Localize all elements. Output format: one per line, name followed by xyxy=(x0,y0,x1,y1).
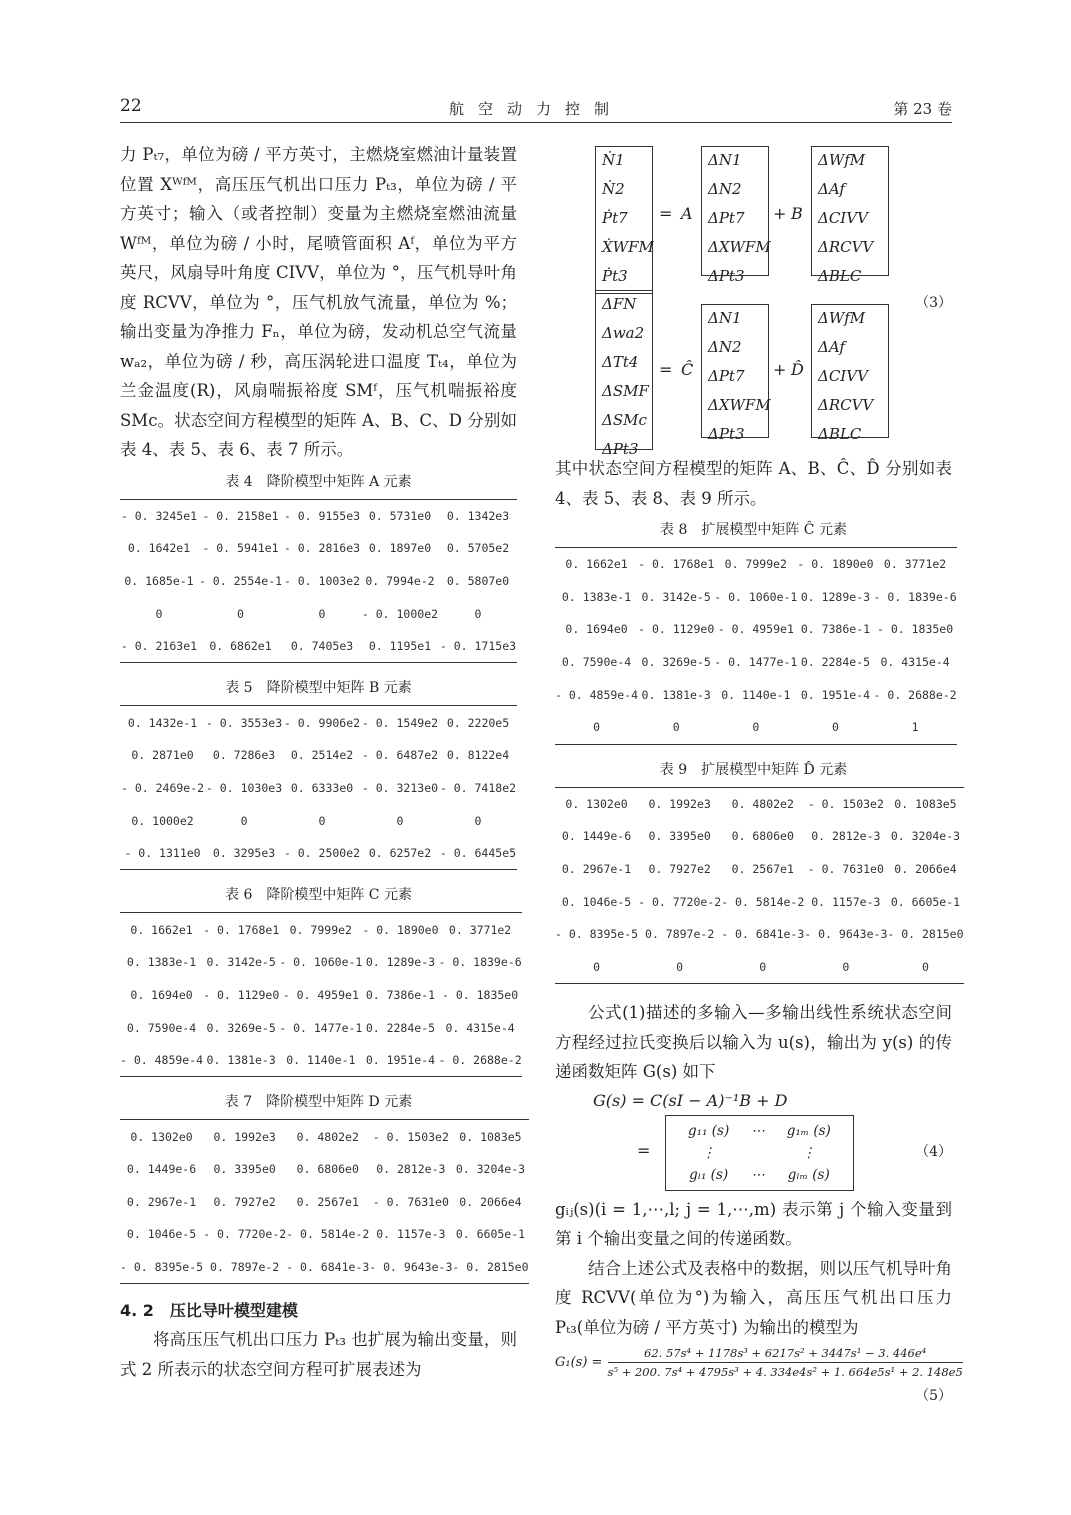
table-cell: 0. 7994e-2 xyxy=(365,573,435,588)
table-cell: 0. 1694e0 xyxy=(130,987,193,1002)
table-cell: 0. 1046e-5 xyxy=(126,1227,197,1242)
vector-entry: ΔPt3 xyxy=(602,440,639,458)
table-cell: 0. 7927e2 xyxy=(648,862,711,877)
table-cell: 0. 2567e1 xyxy=(731,862,794,877)
table-cell: - 0. 1129e0 xyxy=(638,622,715,637)
table8-caption: 表 8 扩展模型中矩阵 Ĉ 元素 xyxy=(660,522,847,538)
table-row xyxy=(120,499,517,532)
table-cell: 0. 3142e-5 xyxy=(641,589,711,604)
table9-caption: 表 9 扩展模型中矩阵 D̂ 元素 xyxy=(659,761,848,778)
transfer-denominator: s⁵ + 200. 7s⁴ + 4795s³ + 4. 334e4s² + 1. 664e5s¹ + 2. 148e5 xyxy=(607,1365,963,1380)
table-cell: ⋯ xyxy=(751,1166,765,1183)
table-cell: 0 xyxy=(842,959,850,974)
table-cell: - 0. 2158e1 xyxy=(202,508,279,523)
table-row xyxy=(120,772,517,805)
vector-entry: ΔCIVV xyxy=(818,367,868,385)
table-cell: 0. 2284e-5 xyxy=(365,1020,436,1035)
table-cell: 0 xyxy=(676,959,684,974)
table-cell xyxy=(741,1143,775,1163)
table-row xyxy=(120,706,517,739)
table-cell: - 0. 2163e1 xyxy=(120,639,198,654)
table5-caption: 表 5 降阶模型中矩阵 B 元素 xyxy=(225,680,412,697)
table-row xyxy=(120,1251,529,1284)
vector-entry: ΔBLC xyxy=(818,425,862,443)
table9-matrix-dhat xyxy=(555,787,964,985)
table-cell: 0. 1662e1 xyxy=(130,922,193,937)
table-cell: - 0. 9643e-3 xyxy=(369,1260,453,1275)
table-cell: 0. 1140e-1 xyxy=(721,687,791,702)
table-cell: ⋮ xyxy=(802,1144,816,1161)
table-cell: - 0. 2688e-2 xyxy=(873,687,957,702)
table-row xyxy=(120,1011,522,1044)
table-cell: - 0. 7631e0 xyxy=(807,862,884,877)
table-cell: - 0. 1060e-1 xyxy=(279,955,363,970)
table-cell: - 0. 5814e-2 xyxy=(721,894,805,909)
vector-entry: ΔSMc xyxy=(602,411,647,429)
table-cell: 0. 2284e-5 xyxy=(800,655,871,670)
table-cell: 0. 6605e-1 xyxy=(455,1227,526,1242)
vector-entry: ΔWfM xyxy=(818,309,866,327)
table-cell: 0. 1992e3 xyxy=(213,1129,276,1144)
table-cell: - 0. 1890e0 xyxy=(362,922,439,937)
table-cell: 0. 1432e-1 xyxy=(127,715,198,730)
table5-matrix-b xyxy=(120,705,517,870)
table-cell: - 0. 4859e-4 xyxy=(120,1053,204,1068)
table-cell: - 0. 1030e3 xyxy=(205,780,283,795)
table-cell: g₁₁ (s) xyxy=(688,1122,730,1139)
paragraph-matrices: 其中状态空间方程模型的矩阵 A、B、Ĉ、D̂ 分别如表 4、表 5、表 8、表 9 所示。 xyxy=(555,459,952,508)
table-cell: 0. 2066e4 xyxy=(894,862,957,877)
vector-entry: ΔAf xyxy=(818,338,845,356)
table-cell: - 0. 4959e1 xyxy=(717,622,794,637)
table-cell: gₗ₁ (s) xyxy=(689,1166,729,1183)
table-row xyxy=(555,787,964,820)
table-cell: 0. 6605e-1 xyxy=(890,894,961,909)
table-row xyxy=(120,1218,529,1251)
table-cell: - 0. 2688e-2 xyxy=(438,1053,522,1068)
table-cell: 0. 3771e2 xyxy=(448,922,512,937)
table-cell: 0. 1992e3 xyxy=(648,796,711,811)
table-cell: 0. 6806e0 xyxy=(296,1162,359,1177)
table-cell: 0. 1157e-3 xyxy=(811,894,881,909)
table-row xyxy=(120,979,522,1012)
table-cell: - 0. 1003e2 xyxy=(283,573,361,588)
table-cell: 0. 1046e-5 xyxy=(561,894,632,909)
table6-matrix-c xyxy=(120,912,522,1077)
table-row xyxy=(120,804,517,837)
table-cell: - 0. 1839e-6 xyxy=(438,955,522,970)
table-cell: 0. 1140e-1 xyxy=(286,1053,356,1068)
table-cell: 0. 7405e3 xyxy=(290,639,354,654)
table-cell: 0. 3295e3 xyxy=(212,846,276,861)
vector-entry: ΔXWFM xyxy=(708,238,771,256)
table-row xyxy=(555,548,957,581)
table-cell: 0. 2514e2 xyxy=(290,748,354,763)
table-row xyxy=(555,678,957,711)
table-cell: 0. 1289e-3 xyxy=(800,589,871,604)
table-cell: - 0. 1839e-6 xyxy=(873,589,957,604)
table-cell: - 0. 2554e-1 xyxy=(198,573,283,588)
page-header xyxy=(120,96,952,123)
table7-caption: 表 7 降阶模型中矩阵 D 元素 xyxy=(224,1094,413,1111)
table-cell: 0. 4802e2 xyxy=(296,1129,359,1144)
vector-entry: Ṅ1 xyxy=(602,151,625,169)
table-cell: 0. 1951e-4 xyxy=(800,687,871,702)
table-cell: - 0. 7720e-2 xyxy=(638,894,722,909)
input-vector xyxy=(811,146,889,285)
table-cell: 0 xyxy=(672,720,680,735)
table-cell: 0. 2812e-3 xyxy=(811,829,881,844)
table-cell: 0. 1642e1 xyxy=(127,541,191,556)
table-cell: 0. 4802e2 xyxy=(731,796,794,811)
table-row xyxy=(120,1120,529,1153)
vector-entry: ẊWFM xyxy=(602,238,654,256)
table-cell: - 0. 3213e0 xyxy=(361,780,439,795)
table-cell: 0 xyxy=(318,813,326,828)
table-cell: 0. 5807e0 xyxy=(446,573,510,588)
table-cell: - 0. 1311e0 xyxy=(124,846,201,861)
vector-entry: ΔBLC xyxy=(818,267,862,285)
vector-entry: ΔPt3 xyxy=(708,425,745,443)
table-cell: - 0. 1477e-1 xyxy=(714,655,798,670)
table-row xyxy=(120,532,517,565)
table-cell: 0. 2066e4 xyxy=(459,1194,522,1209)
volume-label: 第 23 卷 xyxy=(893,100,952,118)
transfer-numerator: 62. 57s⁴ + 1178s³ + 6217s² + 3447s¹ − 3. 446e⁴ xyxy=(608,1346,963,1363)
table-cell: 0. 1083e5 xyxy=(459,1129,522,1144)
table-cell: 1 xyxy=(911,720,919,735)
table-cell: - 0. 4959e1 xyxy=(282,987,359,1002)
table-cell: 0. 3269e-5 xyxy=(641,655,711,670)
vector-entry: ΔSMF xyxy=(602,382,649,400)
table-cell: 0. 2871e0 xyxy=(131,748,194,763)
state-vector-2 xyxy=(701,304,771,443)
table-cell: 0. 6862e1 xyxy=(209,639,272,654)
table-row xyxy=(678,1165,841,1185)
equation-5: G₁(s) = $\frac{\text{62. 57s⁴ + 1178s³ + 6217s² + 3447s¹ − 3. 446e⁴}}{\text{s⁵ + 200. 7s⁴ + 4795s³ + 4. 334e4s² + 1. 664e5s¹ + 2. 148e5}}$ xyxy=(555,1346,963,1380)
table-row xyxy=(555,853,964,886)
table-row xyxy=(555,646,957,679)
table-row xyxy=(120,913,522,946)
table-row xyxy=(555,885,964,918)
table-cell: - 0. 9155e3 xyxy=(283,508,361,523)
vector-entry: Ṅ2 xyxy=(602,180,625,198)
table-cell: - 0. 7631e0 xyxy=(372,1194,449,1209)
table-cell: 0. 1289e-3 xyxy=(365,955,436,970)
table-cell: 0. 2567e1 xyxy=(296,1194,359,1209)
table-cell: - 0. 8395e-5 xyxy=(555,927,639,942)
table-row xyxy=(120,565,517,598)
page-number: 22 xyxy=(120,96,142,116)
vector-entry: ΔRCVV xyxy=(818,238,874,256)
table-cell: 0. 1302e0 xyxy=(130,1129,193,1144)
table-cell: 0. 2967e-1 xyxy=(126,1194,197,1209)
table-cell: 0. 3142e-5 xyxy=(206,955,276,970)
table-row xyxy=(120,1044,522,1077)
table-cell: 0. 1342e3 xyxy=(446,508,510,523)
table-cell: - 0. 2816e3 xyxy=(283,541,361,556)
table-cell: - 0. 1129e0 xyxy=(203,987,280,1002)
table-cell: - 0. 2500e2 xyxy=(283,846,361,861)
paragraph-transfer: 公式(1)描述的多输入—多输出线性系统状态空间方程经过拉氏变换后以输入为 u(s)，输出为 y(s) 的传递函数矩阵 G(s) 如下 xyxy=(555,1003,952,1082)
table-cell: 0. 2220e5 xyxy=(446,715,510,730)
table-cell: 0. 1195e1 xyxy=(368,639,432,654)
paragraph-model: 结合上述公式及表格中的数据，则以压气机导叶角度 RCVV(单位为°)为输入，高压压气机出口压力 Pₜ₃(单位为磅 / 平方英寸) 为输出的模型为 xyxy=(555,1258,952,1337)
table-cell: 0 xyxy=(759,959,767,974)
table-cell: 0 xyxy=(474,813,482,828)
vector-entry: ΔPt7 xyxy=(708,367,745,385)
input-vector-2 xyxy=(811,304,889,443)
vector-entry: ΔPt7 xyxy=(708,209,745,227)
table4-matrix-a xyxy=(120,499,517,664)
paragraph-variables: 力 Pₜ₇，单位为磅 / 平方英寸，主燃烧室燃油计量装置位置 Xᵂᶠᴹ，高压压气机出口压力 Pₜ₃，单位为磅 / 平方英寸；输入（或者控制）变量为主燃烧室燃油流量 Wᶠᴹ，单位为磅 / 小时，尾喷管面积 Aᶠ，单位为平方英尺，风扇导叶角度 CIVV，单位为 °，压气机导叶角度 RCVV，单位为 °，压气机放气流量，单位为 %；输出变量为净推力 Fₙ，单位为磅，发动机总空气流量 wₐ₂，单位为磅 / 秒，高压涡轮进口温度 Tₜ₄，单位为兰金温度(R)，风扇喘振裕度 SMᶠ，压气机喘振裕度 SMc。状态空间方程模型的矩阵 A、B、C、D 分别如表 4、表 5、表 6、表 7 所示。 xyxy=(120,145,517,459)
table-row xyxy=(120,739,517,772)
table-cell: 0. 4315e-4 xyxy=(445,1020,515,1035)
table-cell: - 0. 1890e0 xyxy=(797,557,874,572)
table-cell: - 0. 1503e2 xyxy=(372,1129,449,1144)
table-cell: ⋮ xyxy=(701,1144,716,1161)
table-cell: - 0. 9643e-3 xyxy=(804,927,888,942)
table-row xyxy=(678,1143,841,1163)
table-cell: - 0. 1060e-1 xyxy=(714,589,798,604)
table-row xyxy=(120,1153,529,1186)
table-cell: 0. 1685e-1 xyxy=(124,573,194,588)
table-cell: 0. 6806e0 xyxy=(731,829,794,844)
table-cell: - 0. 3553e3 xyxy=(205,715,283,730)
table-cell: 0. 3771e2 xyxy=(883,557,947,572)
vector-entry: ΔFN xyxy=(602,295,637,313)
paragraph-gij: gᵢⱼ(s)(i = 1,⋯,l; j = 1,⋯,m) 表示第 j 个输入变量到第 i 个输出变量之间的传递函数。 xyxy=(555,1199,952,1249)
table-row xyxy=(555,918,964,951)
table-cell: 0. 2967e-1 xyxy=(561,862,632,877)
output-vector xyxy=(595,290,653,458)
table-cell: - 0. 1715e3 xyxy=(439,639,517,654)
table-cell: 0 xyxy=(752,720,760,735)
vector-entry: ΔXWFM xyxy=(708,396,771,414)
table-row xyxy=(555,951,964,984)
vector-entry: ΔRCVV xyxy=(818,396,874,414)
vector-entry: Ṗt3 xyxy=(602,267,628,285)
table-cell: - 0. 7418e2 xyxy=(439,780,517,795)
table-cell: 0. 3269e-5 xyxy=(206,1020,276,1035)
table-cell: - 0. 6487e2 xyxy=(361,748,439,763)
table-row xyxy=(555,581,957,614)
table-cell: 0. 4315e-4 xyxy=(880,655,950,670)
table-cell: 0 xyxy=(474,606,482,621)
table-cell: 0. 7897e-2 xyxy=(210,1260,280,1275)
table-cell: 0. 5705e2 xyxy=(446,541,510,556)
table-row xyxy=(120,630,517,663)
state-vector xyxy=(701,146,771,285)
table-cell: 0. 1897e0 xyxy=(368,541,432,556)
equation-5-number: （5） xyxy=(915,1388,952,1405)
table4-caption: 表 4 降阶模型中矩阵 A 元素 xyxy=(225,473,412,490)
table-cell: - 0. 2815e0 xyxy=(452,1260,529,1275)
table-row xyxy=(120,837,517,870)
table-cell: 0 xyxy=(593,720,601,735)
table-cell: - 0. 1835e0 xyxy=(441,987,519,1002)
table-cell: 0. 1083e5 xyxy=(894,796,957,811)
table-cell: - 0. 1835e0 xyxy=(876,622,954,637)
table-cell: 0 xyxy=(240,813,248,828)
table-cell: 0. 1000e2 xyxy=(131,813,194,828)
table-cell: 0. 3395e0 xyxy=(648,829,711,844)
table-cell: 0 xyxy=(921,959,929,974)
table-cell: 0. 1662e1 xyxy=(565,557,628,572)
table-cell: - 0. 7720e-2 xyxy=(203,1227,287,1242)
table-cell: - 0. 1477e-1 xyxy=(279,1020,363,1035)
table-cell: 0. 8122e4 xyxy=(446,748,510,763)
table-cell: - 0. 5814e-2 xyxy=(286,1227,370,1242)
table-cell: 0. 2812e-3 xyxy=(376,1162,446,1177)
table-cell: 0. 1157e-3 xyxy=(376,1227,446,1242)
table-cell: 0. 7286e3 xyxy=(212,748,276,763)
table-cell: - 0. 5941e1 xyxy=(202,541,279,556)
table-cell: - 0. 1000e2 xyxy=(361,606,439,621)
journal-title: 航空动力控制 xyxy=(448,100,623,118)
vector-entry: ΔN1 xyxy=(708,151,742,169)
vector-entry: ΔWfM xyxy=(818,151,866,169)
vector-entry: ΔN2 xyxy=(708,338,742,356)
table-cell: 0. 7897e-2 xyxy=(645,927,715,942)
table-row xyxy=(120,1186,529,1219)
table-cell: - 0. 1503e2 xyxy=(807,796,884,811)
table-cell: 0. 1449e-6 xyxy=(126,1162,197,1177)
table8-matrix-chat xyxy=(555,547,957,745)
equation-3: Ṅ1 Ṅ2 Ṗt7 ẊWFM Ṗt3 = A ΔN1 ΔN2 ΔPt7 ΔXWFM ΔPt3 + B ΔWfM ΔAf ΔCIVV ΔRCVV ΔBLC ΔFN Δwa2 ΔTt4 ΔSMF ΔSMc ΔPt3 = Ĉ ΔN1 ΔN2 ΔPt7 ΔXWFM ΔPt3 + D̂ ΔWfM ΔAf ΔCIVV ΔRCVV ΔBLC （3） xyxy=(555,142,952,454)
vector-entry: ΔPt3 xyxy=(708,267,745,285)
table-cell: 0. 5731e0 xyxy=(368,508,432,523)
vector-entry: ΔAf xyxy=(818,180,845,198)
section-heading: 4. 2 压比导叶模型建模 xyxy=(120,1301,298,1321)
right-column xyxy=(555,142,964,1405)
table-cell: 0. 1694e0 xyxy=(565,622,628,637)
left-column xyxy=(120,140,529,1384)
table-cell: - 0. 1768e1 xyxy=(638,557,715,572)
table-cell: 0 xyxy=(593,959,601,974)
table-cell: g₁ₘ (s) xyxy=(786,1122,831,1139)
table-cell: 0. 7386e-1 xyxy=(800,622,871,637)
table-cell: 0. 7386e-1 xyxy=(365,987,436,1002)
table-cell: ⋯ xyxy=(751,1122,765,1139)
table-cell: 0. 7999e2 xyxy=(289,922,352,937)
equation-4-line1: G(s) = C(sI − A)⁻¹B + D xyxy=(593,1090,788,1110)
table-cell: 0. 6333e0 xyxy=(290,780,354,795)
state-derivative-vector xyxy=(595,146,653,294)
table-cell: 0 xyxy=(155,606,163,621)
table-cell: 0. 7927e2 xyxy=(213,1194,276,1209)
table-row xyxy=(120,946,522,979)
table-row xyxy=(555,820,964,853)
equation-4-matrix: = g₁₁ (s) ⋯ g₁ₘ (s) ⋮ ⋮ gₗ₁ (s) ⋯ gₗₘ (s) （4） xyxy=(555,1115,952,1193)
table-cell: 0. 3204e-3 xyxy=(455,1162,526,1177)
table-cell: - 0. 2469e-2 xyxy=(120,780,205,795)
table-cell: 0. 3204e-3 xyxy=(890,829,961,844)
table-row xyxy=(555,613,957,646)
table-cell: - 0. 6841e-3 xyxy=(721,927,805,942)
table7-matrix-d xyxy=(120,1119,529,1284)
vector-entry: ΔN1 xyxy=(708,309,742,327)
table-cell: 0. 1383e-1 xyxy=(561,589,632,604)
vector-entry: ΔN2 xyxy=(708,180,742,198)
table-cell: 0. 1383e-1 xyxy=(126,955,197,970)
table-cell: 0. 7590e-4 xyxy=(561,655,632,670)
table-cell: 0. 3395e0 xyxy=(213,1162,276,1177)
table-cell: - 0. 1768e1 xyxy=(203,922,280,937)
table-cell: gₗₘ (s) xyxy=(787,1166,830,1183)
table-cell: 0. 6257e2 xyxy=(368,846,432,861)
table-cell: - 0. 2815e0 xyxy=(887,927,964,942)
table-cell: 0 xyxy=(396,813,404,828)
vector-entry: ΔCIVV xyxy=(818,209,868,227)
table-cell: 0. 1302e0 xyxy=(565,796,628,811)
table-cell: - 0. 3245e1 xyxy=(120,508,198,523)
table-cell: - 0. 6841e-3 xyxy=(286,1260,370,1275)
table-cell: - 0. 4859e-4 xyxy=(555,687,639,702)
table-cell: - 0. 9906e2 xyxy=(283,715,361,730)
paragraph-extension: 将高压压气机出口压力 Pₜ₃ 也扩展为输出变量，则式 2 所表示的状态空间方程可扩展表述为 xyxy=(120,1330,517,1379)
table-row xyxy=(555,711,957,744)
vector-entry: Ṗt7 xyxy=(602,209,628,227)
table-row xyxy=(678,1121,841,1141)
table-cell: 0. 1381e-3 xyxy=(206,1053,276,1068)
table-cell: - 0. 6445e5 xyxy=(439,846,517,861)
table-cell: 0. 7590e-4 xyxy=(126,1020,197,1035)
table-cell: 0 xyxy=(318,606,326,621)
table-cell: - 0. 1549e2 xyxy=(361,715,439,730)
vector-entry: Δwa2 xyxy=(602,324,645,342)
table6-caption: 表 6 降阶模型中矩阵 C 元素 xyxy=(225,887,412,904)
equation-number: （3） xyxy=(915,295,952,311)
vector-entry: ΔTt4 xyxy=(602,353,639,371)
table-cell: 0. 7999e2 xyxy=(724,557,787,572)
table-cell: 0 xyxy=(831,720,839,735)
table-cell: 0 xyxy=(237,606,244,621)
table-cell: - 0. 8395e-5 xyxy=(120,1260,204,1275)
table-cell: 0. 1449e-6 xyxy=(561,829,632,844)
table-row xyxy=(120,597,517,630)
table-cell: 0. 1381e-3 xyxy=(641,687,711,702)
table-cell: 0. 1951e-4 xyxy=(365,1053,436,1068)
